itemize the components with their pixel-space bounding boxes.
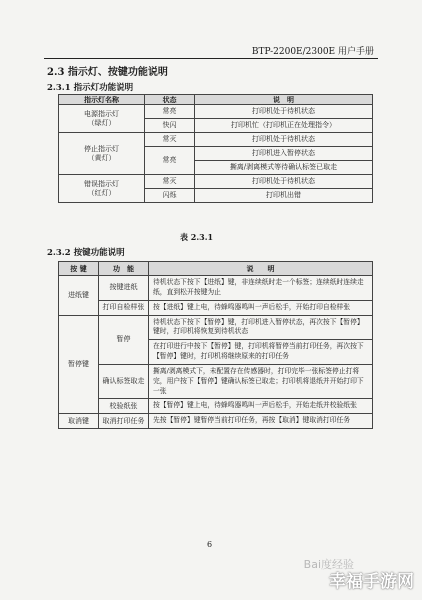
- indicator-color: （黄灯）: [87, 153, 116, 162]
- status-cell: 快闪: [145, 119, 195, 133]
- description-cell: 打印机处于待机状态: [195, 105, 373, 119]
- col-header-description: 说 明: [195, 95, 373, 105]
- key-name-cell: 取消键: [59, 414, 99, 429]
- col-header-description: 说 明: [149, 262, 373, 276]
- col-header-indicator-name: 指示灯名称: [59, 95, 145, 105]
- status-cell: 常亮: [145, 147, 195, 175]
- description-cell: 按【进纸】键上电，待蜂鸣器鸣叫一声后松手，开始打印自检样张: [149, 300, 373, 315]
- description-cell: 按【暂停】键上电，待蜂鸣器鸣叫一声后松手，开始走纸并校验纸张: [149, 399, 373, 414]
- description-cell: 先按【暂停】键暂停当前打印任务，再按【取消】键取消打印任务: [149, 414, 373, 429]
- description-cell: 打印机忙（打印机正在处理指令）: [195, 119, 373, 133]
- page-number: 6: [207, 540, 213, 549]
- key-name-cell: 暂停键: [59, 315, 99, 414]
- running-header: BTP-2200E/2300E 用户手册: [251, 47, 374, 57]
- site-watermark: Bai度经验: [303, 558, 354, 571]
- description-cell: 待机状态下按下【进纸】键，非连续纸时走一个标签；连续纸时连续走纸，直到松开按键为止: [149, 276, 373, 301]
- table-row: [59, 105, 373, 119]
- description-cell: 打印机处于待机状态: [195, 175, 373, 189]
- description-cell: 待机状态下按下【暂停】键，打印机进入暂停状态，再次按下【暂停】键时，打印机将恢复到待机状态: [149, 315, 373, 340]
- status-cell: 闪烁: [145, 189, 195, 203]
- status-cell: 常灭: [145, 175, 195, 189]
- description-cell: 撕离/剥离模式等待确认标签已取走: [195, 161, 373, 175]
- description-cell: 在打印进行中按下【暂停】键，打印机将暂停当前打印任务，再次按下【暂停】键时，打印机将继续原来的打印任务: [149, 340, 373, 365]
- function-cell: 打印自检样张: [99, 300, 149, 315]
- col-header-key: 按 键: [59, 262, 99, 276]
- indicator-table: [58, 94, 373, 203]
- col-header-status: 状态: [145, 95, 195, 105]
- indicator-color: （红灯）: [87, 188, 116, 197]
- description-cell: 打印机进入暂停状态: [195, 147, 373, 161]
- key-table: [58, 261, 373, 429]
- status-cell: 常灭: [145, 133, 195, 147]
- function-cell: 校验纸张: [99, 399, 149, 414]
- table-row: [59, 276, 373, 301]
- description-cell: 打印机处于待机状态: [195, 133, 373, 147]
- function-cell: 确认标签取走: [99, 364, 149, 399]
- function-cell: 取消打印任务: [99, 414, 149, 429]
- table-header-row: [59, 262, 373, 276]
- table-header-row: [59, 95, 373, 105]
- indicator-name-cell: [59, 133, 145, 175]
- brand-watermark: 幸福手游网: [329, 572, 414, 592]
- indicator-subsection-title: 2.3.1 指示灯功能说明: [47, 83, 134, 93]
- description-cell: 打印机出错: [195, 189, 373, 203]
- table-row: [59, 133, 373, 147]
- header-rule: [44, 58, 378, 59]
- indicator-color: （绿灯）: [87, 118, 116, 127]
- table-row: [59, 300, 373, 315]
- description-cell: 撕离/剥离模式下，未配置存在传感器时，打印完毕一张标签停止打将完，用户按下【暂停】键确认标签已取走；打印机将退纸并开始打印下一张: [149, 364, 373, 399]
- key-subsection-title: 2.3.2 按键功能说明: [47, 248, 125, 258]
- indicator-name: 停止指示灯: [84, 144, 119, 153]
- table-caption: 表 2.3.1: [180, 232, 214, 242]
- table-row: [59, 399, 373, 414]
- col-header-function: 功 能: [99, 262, 149, 276]
- table-row: [59, 364, 373, 399]
- indicator-name-cell: [59, 175, 145, 203]
- indicator-name: 电源指示灯: [84, 109, 119, 118]
- indicator-name: 错误指示灯: [84, 179, 119, 188]
- function-cell: 暂停: [99, 315, 149, 364]
- function-cell: 按键进纸: [99, 276, 149, 301]
- indicator-name-cell: [59, 105, 145, 133]
- section-title: 2.3 指示灯、按键功能说明: [47, 67, 168, 78]
- table-row: [59, 175, 373, 189]
- table-row: [59, 315, 373, 340]
- key-name-cell: 进纸键: [59, 276, 99, 316]
- table-row: [59, 414, 373, 429]
- status-cell: 常亮: [145, 105, 195, 119]
